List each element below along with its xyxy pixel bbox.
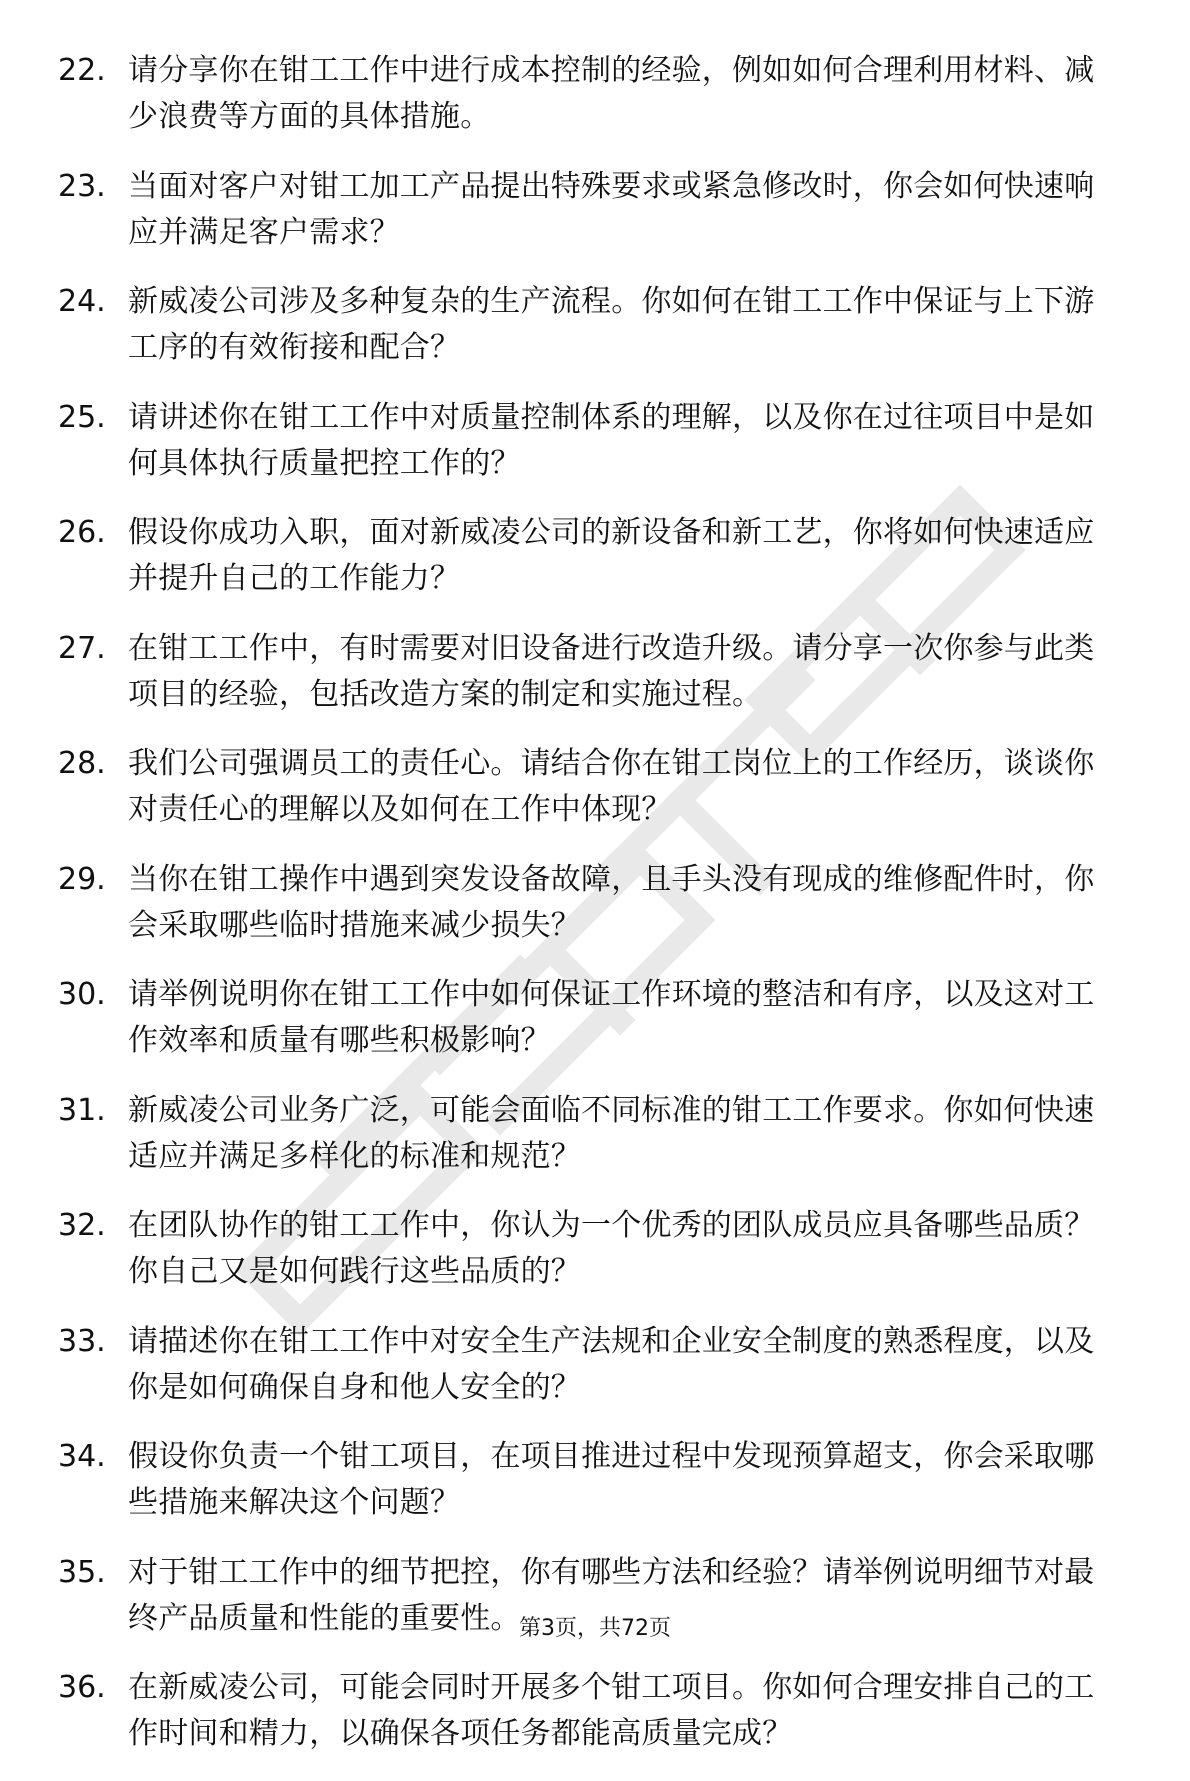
- question-number: 24.: [58, 284, 106, 319]
- question-text: 假设你成功入职，面对新威凌公司的新设备和新工艺，你将如何快速适应并提升自己的工作能力？: [128, 515, 1095, 596]
- question-item: [0, 857, 1190, 949]
- question-item: [0, 1434, 1190, 1526]
- question-text: 我们公司强调员工的责任心。请结合你在钳工岗位上的工作经历，谈谈你对责任心的理解以及如何在工作中体现？: [128, 746, 1095, 827]
- question-item: [0, 395, 1190, 487]
- question-item: [0, 164, 1190, 256]
- question-text: 在钳工工作中，有时需要对旧设备进行改造升级。请分享一次你参与此类项目的经验，包括改造方案的制定和实施过程。: [128, 630, 1095, 712]
- question-number: 33.: [58, 1323, 106, 1359]
- question-number: 36.: [58, 1670, 106, 1705]
- question-text: 当面对客户对钳工加工产品提出特殊要求或紧急修改时，你会如何快速响应并满足客户需求？: [128, 168, 1095, 250]
- question-text: 请描述你在钳工工作中对安全生产法规和企业安全制度的熟悉程度，以及你是如何确保自身和他人安全的？: [128, 1323, 1095, 1405]
- question-list: [0, 48, 1190, 1781]
- question-number: 34.: [58, 1439, 106, 1474]
- question-item: [0, 1088, 1190, 1180]
- question-number: 22.: [58, 53, 106, 88]
- question-number: 28.: [58, 746, 106, 781]
- question-item: [0, 279, 1190, 371]
- question-number: 31.: [58, 1092, 106, 1128]
- page-number-footer: 第3页，共72页: [519, 1616, 671, 1641]
- question-text: 假设你负责一个钳工项目，在项目推进过程中发现预算超支，你会采取哪些措施来解决这个问题？: [128, 1439, 1095, 1520]
- question-item: [0, 510, 1190, 602]
- question-text: 请举例说明你在钳工工作中如何保证工作环境的整洁和有序，以及这对工作效率和质量有哪些积极影响？: [128, 977, 1095, 1058]
- question-text: 对于钳工工作中的细节把控，你有哪些方法和经验？请举例说明细节对最终产品质量和性能的重要性。: [128, 1554, 1095, 1636]
- question-text: 在新威凌公司，可能会同时开展多个钳工项目。你如何合理安排自己的工作时间和精力，以确保各项任务都能高质量完成？: [128, 1670, 1095, 1751]
- question-number: 26.: [58, 515, 106, 550]
- question-number: 35.: [58, 1554, 106, 1590]
- question-item: [0, 972, 1190, 1064]
- question-number: 32.: [58, 1208, 106, 1243]
- question-item: [0, 1665, 1190, 1757]
- question-text: 请分享你在钳工工作中进行成本控制的经验，例如如何合理利用材料、减少浪费等方面的具体措施。: [128, 53, 1095, 134]
- question-text: 当你在钳工操作中遇到突发设备故障，且手头没有现成的维修配件时，你会采取哪些临时措施来减少损失？: [128, 861, 1095, 943]
- question-number: 29.: [58, 861, 106, 897]
- question-number: 23.: [58, 168, 106, 204]
- question-text: 请讲述你在钳工工作中对质量控制体系的理解，以及你在过往项目中是如何具体执行质量把控工作的？: [128, 399, 1095, 481]
- question-item: [0, 48, 1190, 140]
- question-item: [0, 741, 1190, 833]
- question-number: 27.: [58, 630, 106, 666]
- question-number: 30.: [58, 977, 106, 1012]
- question-item: [0, 1319, 1190, 1411]
- question-item: [0, 1203, 1190, 1295]
- question-text: 新威凌公司涉及多种复杂的生产流程。你如何在钳工工作中保证与上下游工序的有效衔接和配合？: [128, 284, 1095, 365]
- question-number: 25.: [58, 399, 106, 435]
- question-item: [0, 626, 1190, 718]
- question-text: 新威凌公司业务广泛，可能会面临不同标准的钳工工作要求。你如何快速适应并满足多样化的标准和规范？: [128, 1092, 1095, 1174]
- question-text: 在团队协作的钳工工作中，你认为一个优秀的团队成员应具备哪些品质？你自己又是如何践行这些品质的？: [128, 1208, 1095, 1289]
